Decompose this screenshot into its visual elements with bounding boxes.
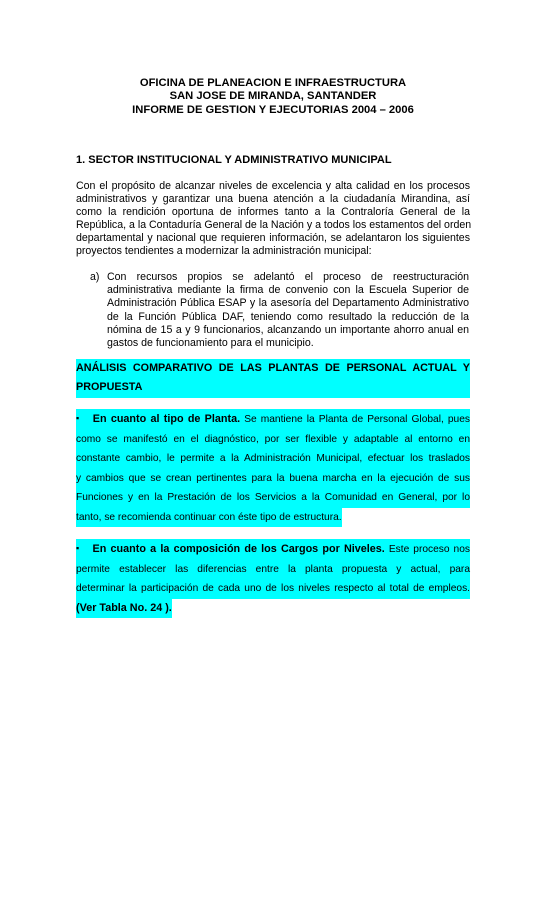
bullet-line: y cambios que se crean pertinentes para la buena marcha en la ejecución de sus <box>76 469 470 489</box>
paragraph-line: administrativos y garantizar una buena atención a la ciudadanía Mirandina, así <box>76 193 470 205</box>
bullet-first-line <box>76 539 470 560</box>
header-office: OFICINA DE PLANEACION E INFRAESTRUCTURA <box>139 77 407 89</box>
list-marker: a) <box>90 271 100 283</box>
bullet-line: constante cambio, le permite a la Administración Municipal, efectuar los traslados <box>76 449 470 469</box>
bullet-plant-type <box>76 409 470 527</box>
list-item-line: gastos de funcionamiento para el municipio. <box>107 337 314 350</box>
paragraph-line: República, a la Contaduría General de la Nación y a todos los estamentos del orden <box>76 219 472 231</box>
bullet-line: tanto, se recomienda continuar con éste tipo de estructura. <box>76 508 342 528</box>
list-item-line: Administración Pública ESAP y la asesoría del Departamento Administrativo <box>107 297 469 310</box>
header-report-title: INFORME DE GESTION Y EJECUTORIAS 2004 – 2006 <box>132 103 414 116</box>
paragraph-line: Con el propósito de alcanzar niveles de excelencia y alta calidad en los procesos <box>76 180 470 192</box>
analysis-heading <box>76 359 470 398</box>
bullet-line: determinar la participación de cada uno de los niveles respecto al total de empleos. <box>76 579 470 599</box>
list-item-line: Con recursos propios se adelantó el proceso de reestructuración <box>107 271 469 283</box>
square-bullet-icon: ▪ <box>76 543 81 553</box>
bullet-label: En cuanto al tipo de Planta. <box>92 413 241 425</box>
bullet-text: Se mantiene la Planta de Personal Global, pues <box>240 414 470 425</box>
list-item-line: nómina de 15 a y 9 funcionarios, alcanzando un importante ahorro anual en <box>107 323 469 336</box>
bullet-first-line <box>76 409 470 430</box>
bullet-positions-by-level <box>76 539 470 618</box>
bullet-line: como se manifestó en el diagnóstico, por ser flexible y adaptable al entorno en <box>76 430 470 450</box>
intro-paragraph <box>76 180 470 258</box>
table-reference: (Ver Tabla No. 24 ). <box>76 599 172 619</box>
section-title: 1. SECTOR INSTITUCIONAL Y ADMINISTRATIVO MUNICIPAL <box>76 154 392 166</box>
list-item-line: administrativa mediante la firma de convenio con la Escuela Superior de <box>107 284 469 297</box>
document-header <box>0 77 546 117</box>
square-bullet-icon: ▪ <box>76 413 81 423</box>
list-item-line: de la Función Pública DAF, teniendo como resultado la reducción de la <box>107 310 469 323</box>
paragraph-line: departamental y nacional que requieren información, se adelantaron los siguientes <box>76 232 470 244</box>
bullet-line: Funciones y en la Prestación de los Servicios a la Comunidad en General, por lo <box>76 488 470 508</box>
bullet-text: Este proceso nos <box>384 544 470 555</box>
bullet-label: En cuanto a la composición de los Cargos por Niveles. <box>92 543 385 555</box>
analysis-heading-line: ANÁLISIS COMPARATIVO DE LAS PLANTAS DE PERSONAL ACTUAL Y <box>76 359 470 378</box>
paragraph-line: proyectos tendientes a modernizar la administración municipal: <box>76 245 372 257</box>
paragraph-line: como la rendición oportuna de informes tanto a la Contraloría General de la <box>76 206 470 218</box>
analysis-heading-line: PROPUESTA <box>76 378 470 397</box>
list-item-text <box>107 271 469 350</box>
header-location: SAN JOSE DE MIRANDA, SANTANDER <box>169 90 377 103</box>
bullet-line: permite establecer las diferencias entre la planta propuesta y actual, para <box>76 560 470 580</box>
